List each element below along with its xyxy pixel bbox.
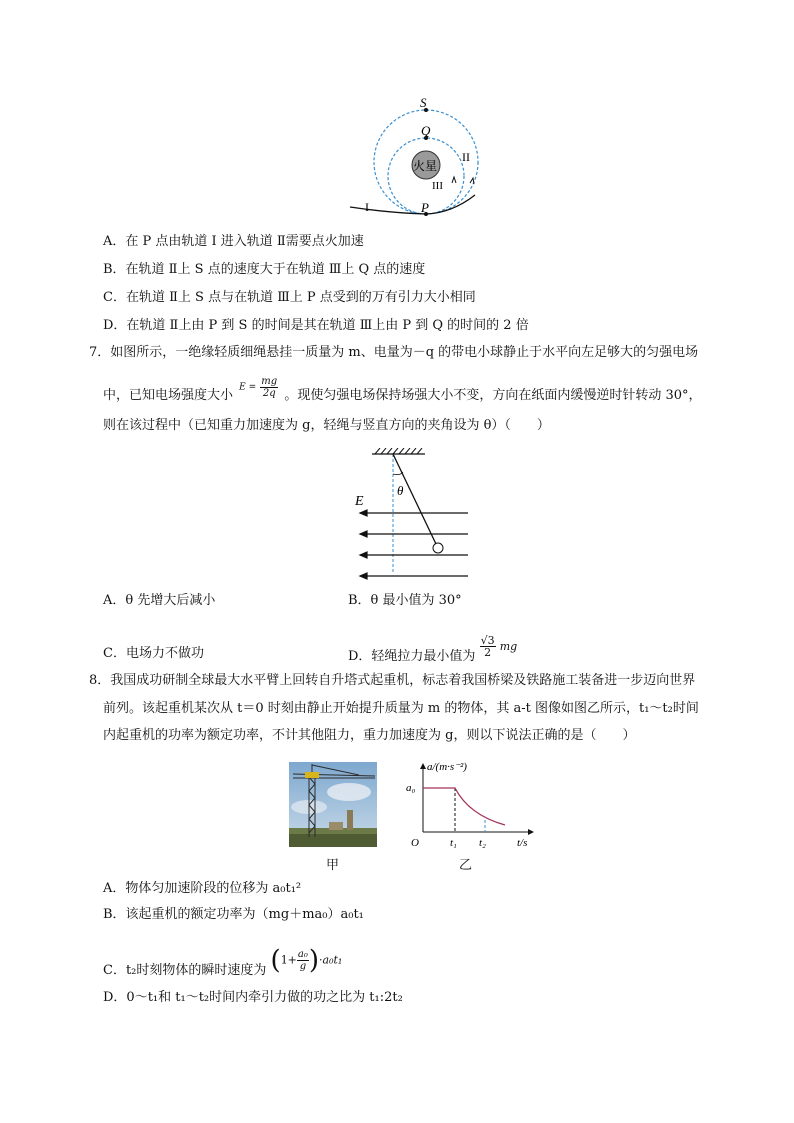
q7-option-d-text: D．轻绳拉力最小值为: [348, 649, 476, 664]
option-c-numerator: a₀: [297, 949, 308, 960]
label-orbit-i: I: [365, 200, 369, 214]
formula-e-fraction: [260, 376, 278, 399]
option-d-numerator: √3: [480, 634, 495, 647]
orbit-diagram: [340, 95, 500, 225]
option-c-fraction: [297, 949, 309, 972]
q7-option-a: A．θ 先增大后减小: [103, 593, 216, 608]
formula-e-numerator: mg: [261, 376, 278, 387]
q7-line2-suffix: 。现使匀强电场保持场强大小不变，方向在纸面内缓慢逆时针转动 30°，: [284, 388, 702, 403]
a-t-graph: [403, 760, 535, 850]
q8-option-c: [103, 945, 343, 978]
formula-e: [239, 376, 278, 399]
photo-caption: 甲: [326, 858, 340, 873]
label-mars: 火星: [413, 159, 438, 173]
graph-caption: 乙: [459, 858, 473, 873]
q7-option-d: [348, 634, 518, 668]
string: [393, 454, 436, 544]
q7-stem-line3: 则在该过程中（已知重力加速度为 g，轻绳与竖直方向的夹角设为 θ）（ ）: [103, 418, 550, 433]
label-q: Q: [421, 123, 431, 138]
q6-option-b: B．在轨道 Ⅱ上 S 点的速度大于在轨道 Ⅲ上 Q 点的速度: [103, 262, 426, 277]
q7-stem-line2: [103, 376, 702, 407]
formula-e-denominator: 2q: [262, 388, 276, 399]
graph-xlabel: t/s: [517, 837, 528, 849]
q8-stem-line2: 前列。该起重机某次从 t＝0 时刻由静止开始提升质量为 m 的物体，其 a-t 图像如图乙所示，t₁～t₂时间: [103, 701, 699, 716]
q8-option-a: A．物体匀加速阶段的位移为 a₀t₁²: [103, 881, 302, 896]
option-d-denominator: 2: [484, 646, 492, 659]
label-orbit-iii: III: [432, 180, 443, 192]
graph-t2: t₂: [479, 837, 486, 849]
option-d-tail: mg: [499, 640, 518, 653]
q7-line2-prefix: 中，已知电场强度大小: [103, 388, 234, 403]
q7-option-b: B．θ 最小值为 30°: [348, 593, 462, 608]
option-c-one: 1+: [280, 953, 297, 967]
q8-option-c-text: C．t₂时刻物体的瞬时速度为: [103, 963, 267, 978]
label-s: S: [420, 95, 427, 110]
label-p: P: [421, 200, 429, 215]
q7-stem-line1: 7．如图所示，一绝缘轻质细绳悬挂一质量为 m、电量为－q 的带电小球静止于水平向左足够大的匀强电场: [89, 345, 699, 360]
label-theta: θ: [397, 483, 404, 498]
formula-e-lhs: E =: [239, 382, 257, 393]
q8-stem-line1: 8．我国成功研制全球最大水平臂上回转自升塔式起重机，标志着我国桥梁及铁路施工装备进一步迈向世界: [89, 673, 696, 688]
option-c-tail: ·a₀t₁: [319, 953, 343, 967]
graph-t1: t₁: [450, 837, 457, 849]
q6-option-d: D．在轨道 Ⅱ上由 P 到 S 的时间是其在轨道 Ⅲ上由 P 到 Q 的时间的 2 倍: [103, 318, 529, 333]
q6-option-c: C．在轨道 Ⅱ上 S 点与在轨道 Ⅲ上 P 点受到的万有引力大小相同: [103, 290, 476, 305]
label-orbit-ii: II: [462, 150, 470, 164]
graph-origin: O: [411, 837, 419, 849]
charged-ball: [433, 543, 443, 553]
q8-stem-line3: 内起重机的功率为额定功率，不计其他阻力，重力加速度为 g，则以下说法正确的是（ ）: [103, 728, 636, 743]
crane-photo: [289, 762, 377, 847]
option-c-denominator: g: [299, 961, 307, 972]
option-d-fraction: [480, 635, 496, 658]
q8-option-b: B．该起重机的额定功率为（mg＋ma₀）a₀t₁: [103, 907, 364, 922]
q8-option-d: D．0～t₁和 t₁～t₂时间内牵引力做的功之比为 t₁:2t₂: [103, 990, 403, 1005]
graph-a0: a₀: [406, 782, 416, 794]
q6-option-a: A．在 P 点由轨道 I 进入轨道 Ⅱ需要点火加速: [103, 234, 364, 249]
q7-option-c: C．电场力不做功: [103, 646, 204, 661]
pendulum-field-diagram: [350, 448, 475, 586]
acceleration-curve: [423, 788, 505, 825]
graph-ylabel: a/(m·s⁻²): [427, 761, 467, 773]
option-c-formula: (1+ $\frac{\text{a₀}}{g}$ )·a₀t₁: [270, 945, 343, 976]
label-e-field: E: [355, 494, 364, 509]
